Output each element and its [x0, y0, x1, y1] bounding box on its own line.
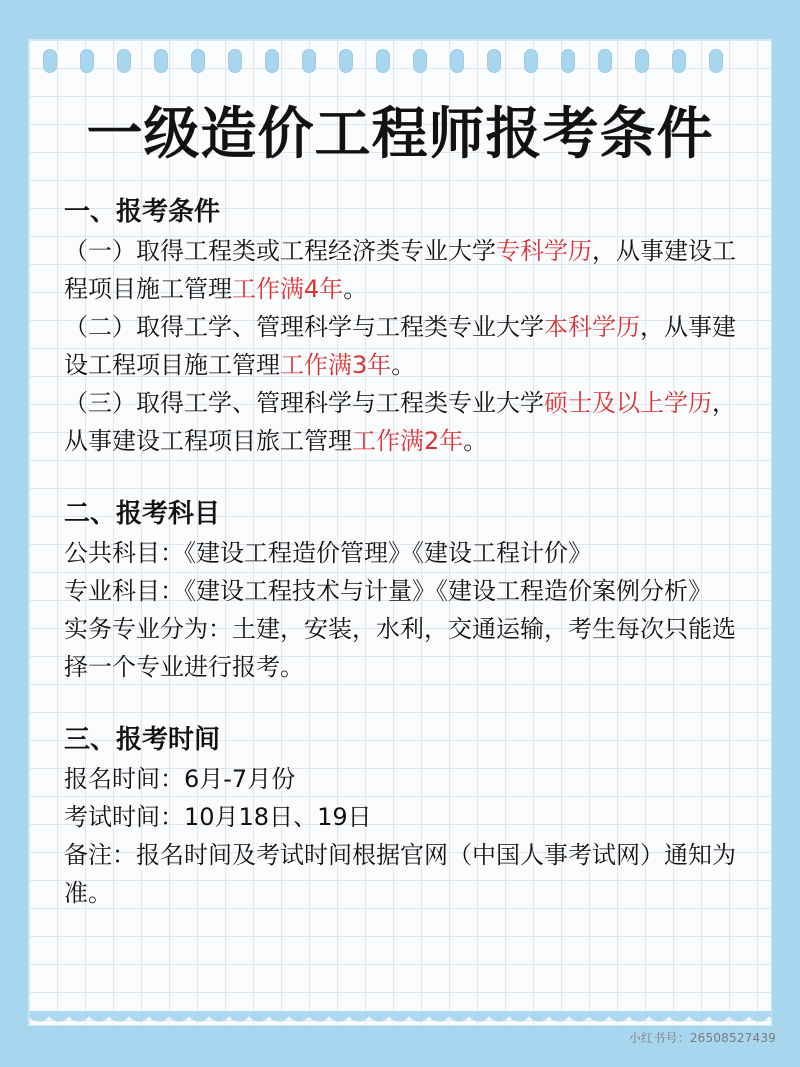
binding-hole	[154, 49, 168, 73]
binding-hole	[228, 49, 242, 73]
requirement-text: ，从事建设工程项目旅工管理	[64, 389, 736, 455]
requirement-text: 。	[463, 427, 488, 455]
binding-hole	[339, 49, 353, 73]
binding-hole	[117, 49, 131, 73]
binding-hole	[450, 49, 464, 73]
requirement-text: （二）取得工学、管理科学与工程类专业大学	[64, 313, 544, 341]
highlight-text: 工作满4年	[232, 275, 344, 303]
binding-hole	[413, 49, 427, 73]
binding-hole	[635, 49, 649, 73]
time-line: 备注：报名时间及考试时间根据官网（中国人事考试网）通知为准。	[64, 841, 736, 907]
subject-line: 实务专业分为：土建，安装，水利，交通运输，考生每次只能选择一个专业进行报考。	[64, 615, 736, 681]
binding-hole	[302, 49, 316, 73]
binding-hole	[191, 49, 205, 73]
requirement-text: 。	[391, 351, 416, 379]
requirement-text: ，从事建设工程项目施工管理	[64, 237, 736, 303]
requirement-text: 。	[343, 275, 368, 303]
time-line: 报名时间：6月-7月份	[64, 765, 296, 793]
watermark: 小红书号：26508527439	[628, 1031, 776, 1045]
binding-hole	[376, 49, 390, 73]
requirement-text: （三）取得工学、管理科学与工程类专业大学	[64, 389, 544, 417]
main-content	[64, 194, 754, 948]
highlight-text: 专科学历	[496, 237, 592, 265]
binding-hole	[709, 49, 723, 73]
binding-holes	[43, 49, 763, 77]
section-subjects	[64, 496, 754, 686]
binding-hole	[672, 49, 686, 73]
page-title: 一级造价工程师报考条件	[86, 102, 714, 167]
requirement-item	[64, 308, 754, 384]
binding-hole	[561, 49, 575, 73]
torn-paper-edge	[29, 1011, 771, 1029]
highlight-text: 本科学历	[544, 313, 640, 341]
time-line: 考试时间：10月18日、19日	[64, 803, 372, 831]
requirement-text: ，从事建设工程项目施工管理	[64, 313, 736, 379]
binding-hole	[598, 49, 612, 73]
requirement-item	[64, 232, 754, 308]
section-heading: 一、报考条件	[64, 197, 221, 227]
section-heading: 二、报考科目	[64, 499, 221, 529]
binding-hole	[265, 49, 279, 73]
binding-hole	[487, 49, 501, 73]
subject-line: 专业科目：《建设工程技术与计量》《建设工程造价案例分析》	[64, 577, 712, 605]
section-time	[64, 722, 754, 912]
highlight-text: 工作满3年	[280, 351, 392, 379]
binding-hole	[80, 49, 94, 73]
binding-hole	[524, 49, 538, 73]
subject-line: 公共科目：《建设工程造价管理》《建设工程计价》	[64, 539, 592, 567]
section-requirements	[64, 194, 754, 460]
requirement-item	[64, 384, 754, 460]
binding-hole	[43, 49, 57, 73]
requirement-text: （一）取得工程类或工程经济类专业大学	[64, 237, 496, 265]
highlight-text: 硕士及以上学历	[544, 389, 712, 417]
highlight-text: 工作满2年	[352, 427, 464, 455]
section-heading: 三、报考时间	[64, 725, 221, 755]
